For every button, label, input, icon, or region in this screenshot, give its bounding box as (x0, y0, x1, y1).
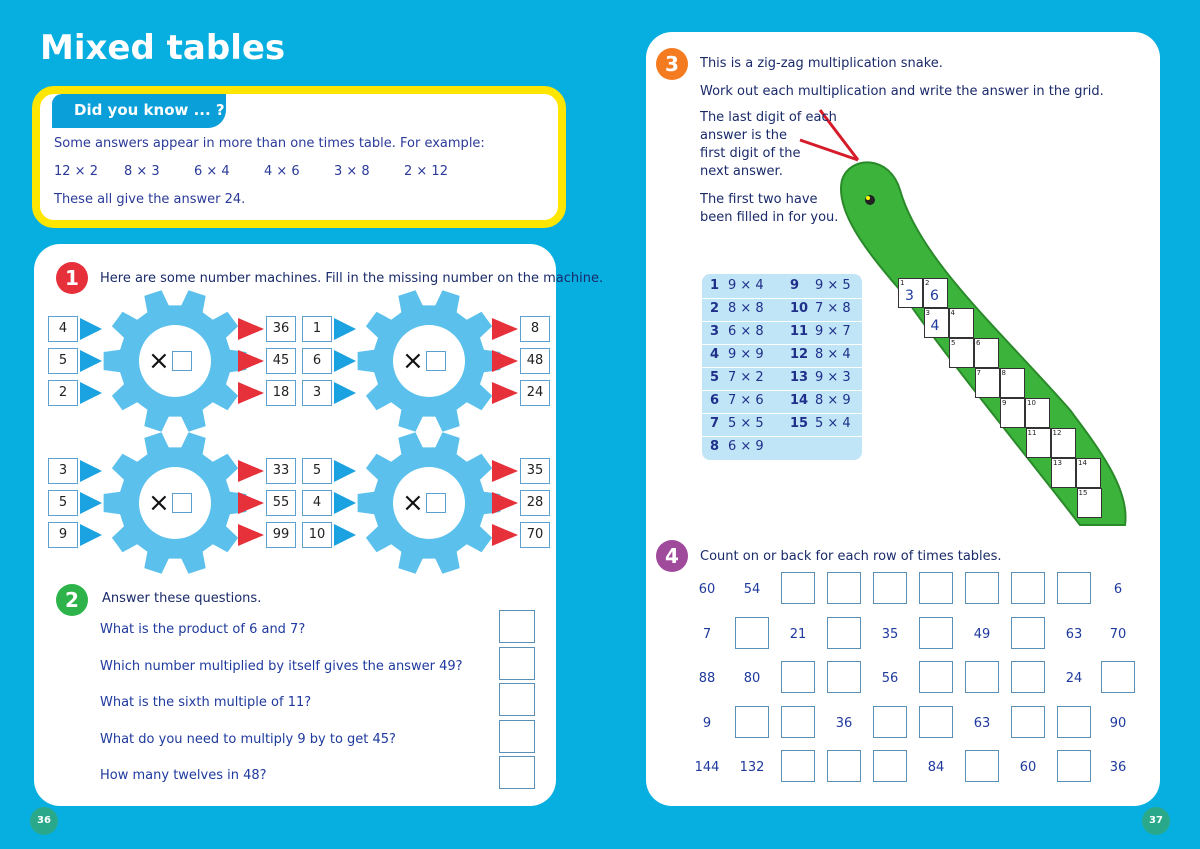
snake-cell-label: 7 (976, 369, 981, 377)
dyk-example: 6 × 4 (194, 164, 230, 179)
q4-number-cell: 6 (1113, 582, 1123, 597)
list-expression: 9 × 4 (728, 278, 764, 293)
q4-answer-box[interactable] (1057, 706, 1091, 738)
list-index: 7 (710, 416, 720, 431)
dyk-line1: Some answers appear in more than one times table. For example: (54, 136, 485, 151)
output-arrow-icon (238, 524, 264, 546)
list-index: 8 (710, 439, 720, 454)
q3-note-line: The last digit of each (700, 110, 837, 125)
output-arrow-icon (238, 318, 264, 340)
dyk-line2: These all give the answer 24. (54, 192, 246, 207)
q4-answer-box[interactable] (1101, 661, 1135, 693)
q4-answer-box[interactable] (735, 706, 769, 738)
input-arrow-icon (334, 460, 356, 482)
machine-input: 9 (48, 522, 78, 548)
list-expression: 7 × 8 (815, 301, 851, 316)
q4-number-cell: 90 (1109, 716, 1127, 731)
machine-output: 48 (520, 348, 550, 374)
q4-answer-box[interactable] (873, 750, 907, 782)
q4-answer-box[interactable] (919, 706, 953, 738)
input-arrow-icon (80, 350, 102, 372)
q4-answer-box[interactable] (827, 572, 861, 604)
output-arrow-icon (492, 318, 518, 340)
q4-answer-box[interactable] (965, 661, 999, 693)
list-expression: 9 × 9 (728, 347, 764, 362)
q2-question: What is the sixth multiple of 11? (100, 695, 312, 710)
list-divider (702, 390, 862, 391)
snake-cell-answer: 6 (930, 288, 939, 304)
page-title: Mixed tables (40, 28, 286, 68)
q4-answer-box[interactable] (1057, 572, 1091, 604)
q4-number-cell: 144 (694, 760, 720, 775)
snake-cell-label: 5 (951, 339, 956, 347)
machine-output: 36 (266, 316, 296, 342)
q4-number-cell: 80 (743, 671, 761, 686)
q4-answer-box[interactable] (1011, 706, 1045, 738)
q4-answer-box[interactable] (827, 617, 861, 649)
q4-number-cell: 60 (1019, 760, 1037, 775)
q4-answer-box[interactable] (873, 706, 907, 738)
snake-cell-answer: 4 (930, 318, 940, 334)
machine-operator: × (402, 346, 424, 376)
machine-output: 28 (520, 490, 550, 516)
snake-cell-label: 8 (1001, 369, 1006, 377)
q2-answer-box[interactable] (499, 683, 535, 716)
q4-number: 4 (656, 540, 688, 572)
list-index: 5 (710, 370, 720, 385)
snake-cell-label: 6 (976, 339, 981, 347)
q3-text2: Work out each multiplication and write the answer in the grid. (700, 84, 1104, 99)
q4-number-cell: 21 (789, 627, 807, 642)
q4-number-cell: 70 (1109, 627, 1127, 642)
q4-number-cell: 88 (698, 671, 716, 686)
snake-cell-label: 10 (1027, 399, 1036, 407)
q1-text: Here are some number machines. Fill in the missing number on the machine. (100, 271, 604, 286)
q1-number: 1 (56, 262, 88, 294)
q4-number-cell: 35 (881, 627, 899, 642)
snake-cell-label: 12 (1052, 429, 1062, 437)
machine-input: 5 (48, 348, 78, 374)
q3-text1: This is a zig-zag multiplication snake. (700, 56, 943, 71)
q2-question: What do you need to multiply 9 by to get 45? (100, 731, 396, 747)
input-arrow-icon (334, 382, 356, 404)
q2-question: How many twelves in 48? (100, 768, 267, 783)
machine-input: 1 (302, 316, 332, 342)
q2-number: 2 (56, 584, 88, 616)
machine-input: 5 (302, 458, 332, 484)
input-arrow-icon (334, 318, 356, 340)
list-index: 12 (790, 347, 809, 362)
machine-output: 33 (266, 458, 296, 484)
snake-cell-label: 11 (1027, 429, 1037, 437)
machine-missing-number-box[interactable] (172, 351, 192, 371)
q4-answer-box[interactable] (781, 706, 815, 738)
q2-answer-box[interactable] (499, 647, 535, 680)
q4-number-cell: 7 (702, 627, 712, 642)
list-expression: 8 × 8 (728, 301, 764, 316)
q2-question: Which number multiplied by itself gives the answer 49? (100, 658, 463, 674)
output-arrow-icon (492, 492, 518, 514)
machine-input: 4 (302, 490, 332, 516)
q4-answer-box[interactable] (873, 572, 907, 604)
machine-input: 6 (302, 348, 332, 374)
list-divider (702, 321, 862, 322)
q4-number-cell: 132 (739, 760, 765, 775)
snake-cell-label: 14 (1078, 459, 1087, 467)
machine-missing-number-box[interactable] (426, 493, 446, 513)
q3-note-line: first digit of the (700, 146, 801, 161)
q4-answer-box[interactable] (781, 750, 815, 782)
q4-number-cell: 63 (973, 716, 991, 731)
q4-answer-box[interactable] (1011, 661, 1045, 693)
q4-answer-box[interactable] (919, 661, 953, 693)
machine-input: 2 (48, 380, 78, 406)
input-arrow-icon (334, 492, 356, 514)
q4-number-cell: 9 (702, 716, 712, 731)
list-expression: 9 × 5 (815, 278, 851, 293)
list-divider (702, 298, 862, 299)
q4-answer-box[interactable] (781, 661, 815, 693)
page-number-left: 36 (30, 807, 58, 835)
snake-cell-label: 13 (1053, 459, 1062, 467)
output-arrow-icon (238, 350, 264, 372)
machine-operator: × (402, 488, 424, 518)
q4-answer-box[interactable] (827, 750, 861, 782)
snake-eye (865, 195, 875, 205)
q2-text: Answer these questions. (102, 591, 262, 606)
q4-answer-box[interactable] (1011, 617, 1045, 649)
q4-number-cell: 84 (927, 760, 945, 775)
q4-answer-box[interactable] (1057, 750, 1091, 782)
machine-input: 10 (302, 522, 332, 548)
machine-output: 8 (520, 316, 550, 342)
q4-answer-box[interactable] (781, 572, 815, 604)
machine-output: 18 (266, 380, 296, 406)
list-expression: 9 × 7 (815, 324, 851, 339)
q2-answer-box[interactable] (499, 610, 535, 643)
machine-output: 55 (266, 490, 296, 516)
q4-answer-box[interactable] (827, 661, 861, 693)
dyk-example: 8 × 3 (124, 164, 160, 179)
input-arrow-icon (80, 492, 102, 514)
snake-cell-label: 2 (925, 279, 930, 287)
machine-input: 3 (48, 458, 78, 484)
page-number-right: 37 (1142, 807, 1170, 835)
list-divider (702, 413, 862, 414)
list-index: 13 (790, 370, 809, 385)
snake-cell-label: 15 (1078, 489, 1088, 497)
output-arrow-icon (238, 460, 264, 482)
machine-output: 99 (266, 522, 296, 548)
dyk-example: 3 × 8 (334, 164, 370, 179)
q4-number-cell: 49 (973, 627, 991, 642)
list-index: 6 (710, 393, 720, 408)
machine-output: 35 (520, 458, 550, 484)
input-arrow-icon (80, 460, 102, 482)
machine-input: 3 (302, 380, 332, 406)
output-arrow-icon (238, 382, 264, 404)
machine-input: 5 (48, 490, 78, 516)
snake-cell-label: 3 (925, 309, 930, 317)
input-arrow-icon (334, 350, 356, 372)
list-index: 15 (790, 416, 809, 431)
q4-answer-box[interactable] (919, 617, 953, 649)
q4-answer-box[interactable] (965, 572, 999, 604)
dyk-example: 12 × 2 (54, 164, 98, 179)
list-expression: 8 × 9 (815, 393, 851, 408)
q4-number-cell: 63 (1065, 627, 1083, 642)
input-arrow-icon (80, 318, 102, 340)
list-index: 4 (710, 347, 720, 362)
snake-cell-label: 4 (950, 309, 955, 317)
q4-number-cell: 60 (698, 582, 716, 597)
did-you-know-tab: Did you know ... ? (52, 94, 226, 128)
list-expression: 6 × 9 (728, 439, 764, 454)
list-index: 10 (790, 301, 809, 316)
machine-output: 45 (266, 348, 296, 374)
q4-text: Count on or back for each row of times tables. (700, 549, 1002, 564)
list-expression: 9 × 3 (815, 370, 851, 385)
snake-cell-answer: 3 (905, 288, 914, 304)
list-expression: 5 × 5 (728, 416, 764, 431)
list-index: 3 (710, 324, 720, 339)
list-index: 1 (710, 278, 720, 293)
q4-number-cell: 56 (881, 671, 899, 686)
q4-number-cell: 36 (1109, 760, 1127, 775)
output-arrow-icon (492, 382, 518, 404)
list-index: 2 (710, 301, 720, 316)
dyk-example: 2 × 12 (404, 164, 448, 179)
q4-answer-box[interactable] (735, 617, 769, 649)
q4-number-cell: 36 (835, 716, 853, 731)
list-divider (702, 344, 862, 345)
list-divider (702, 367, 862, 368)
q4-number-cell: 54 (743, 582, 761, 597)
output-arrow-icon (238, 492, 264, 514)
q3-note-line: next answer. (700, 164, 783, 179)
machine-output: 24 (520, 380, 550, 406)
machine-output: 70 (520, 522, 550, 548)
q2-answer-box[interactable] (499, 720, 535, 753)
list-index: 14 (790, 393, 809, 408)
output-arrow-icon (492, 350, 518, 372)
list-index: 9 (790, 278, 800, 293)
snake-cell-label: 9 (1002, 399, 1007, 407)
dyk-example: 4 × 6 (264, 164, 300, 179)
machine-operator: × (148, 346, 170, 376)
q2-answer-box[interactable] (499, 756, 535, 789)
list-divider (702, 436, 862, 437)
input-arrow-icon (334, 524, 356, 546)
list-expression: 7 × 2 (728, 370, 764, 385)
q3-note-line: answer is the (700, 128, 787, 143)
list-index: 11 (790, 324, 809, 339)
q4-answer-box[interactable] (965, 750, 999, 782)
snake-cell-label: 1 (900, 279, 905, 287)
q3-note-line: been filled in for you. (700, 210, 839, 225)
input-arrow-icon (80, 524, 102, 546)
list-expression: 6 × 8 (728, 324, 764, 339)
machine-input: 4 (48, 316, 78, 342)
input-arrow-icon (80, 382, 102, 404)
q3-number: 3 (656, 48, 688, 80)
list-expression: 7 × 6 (728, 393, 764, 408)
machine-missing-number-box[interactable] (426, 351, 446, 371)
list-expression: 8 × 4 (815, 347, 851, 362)
q2-question: What is the product of 6 and 7? (100, 622, 306, 637)
machine-operator: × (148, 488, 170, 518)
q4-number-cell: 24 (1065, 671, 1083, 686)
q4-answer-box[interactable] (919, 572, 953, 604)
output-arrow-icon (492, 460, 518, 482)
q4-answer-box[interactable] (1011, 572, 1045, 604)
q3-note-line: The first two have (700, 192, 818, 207)
list-expression: 5 × 4 (815, 416, 851, 431)
output-arrow-icon (492, 524, 518, 546)
machine-missing-number-box[interactable] (172, 493, 192, 513)
